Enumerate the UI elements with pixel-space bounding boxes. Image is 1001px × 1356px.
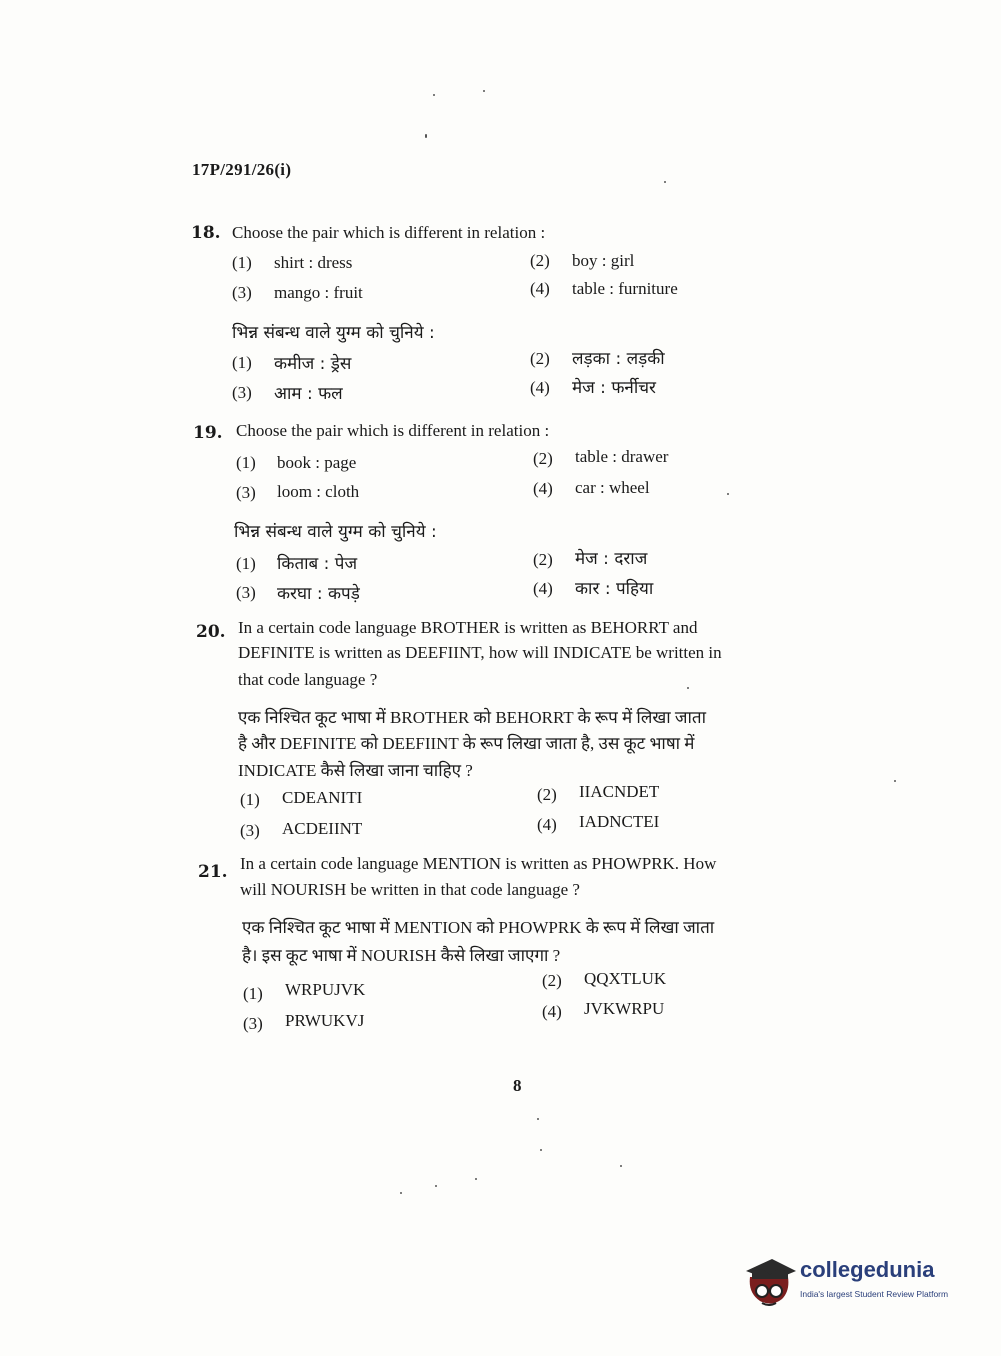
question-number-19: 19. bbox=[193, 423, 223, 443]
q21-option-2-number: (2) bbox=[542, 971, 562, 990]
scan-speck bbox=[727, 493, 729, 495]
q21-option-4-number: (4) bbox=[542, 1002, 562, 1021]
scan-speck bbox=[664, 181, 666, 183]
q20-option-3-number: (3) bbox=[240, 821, 260, 840]
scan-speck bbox=[687, 687, 689, 689]
q21-option-3-text: PRWUKVJ bbox=[285, 1011, 365, 1030]
q19-hindi-option-4-text: कार : पहिया bbox=[575, 579, 654, 599]
scan-speck bbox=[435, 1185, 437, 1187]
q18-hindi-option-3-number: (3) bbox=[232, 383, 252, 402]
question-19-english: Choose the pair which is different in relation : bbox=[236, 421, 550, 440]
brand-name: collegedunia bbox=[800, 1257, 935, 1282]
q18-option-1-text: shirt : dress bbox=[274, 253, 353, 272]
q18-hindi-option-4-text: मेज : फर्नीचर bbox=[572, 378, 657, 398]
question-number-21: 21. bbox=[198, 862, 228, 882]
q19-hindi-option-4-number: (4) bbox=[533, 579, 553, 598]
scan-speck bbox=[400, 1192, 402, 1194]
page-number: 8 bbox=[513, 1076, 522, 1095]
scan-speck bbox=[894, 780, 896, 782]
q20-option-1-number: (1) bbox=[240, 790, 260, 809]
question-20-hindi-line-3: INDICATE कैसे लिखा जाना चाहिए ? bbox=[238, 761, 473, 780]
scan-speck bbox=[620, 1165, 622, 1167]
q18-option-4-text: table : furniture bbox=[572, 279, 678, 298]
q19-hindi-option-3-number: (3) bbox=[236, 583, 256, 602]
question-18-hindi: भिन्न संबन्ध वाले युग्म को चुनिये : bbox=[232, 323, 435, 343]
scan-speck bbox=[537, 1118, 539, 1120]
q20-option-4-text: IADNCTEI bbox=[579, 812, 660, 831]
q20-option-3-text: ACDEIINT bbox=[282, 819, 363, 838]
collegedunia-logo bbox=[742, 1253, 972, 1313]
question-21-hindi-line-1: एक निश्चित कूट भाषा में MENTION को PHOWPRK के रूप में लिखा जाता bbox=[242, 918, 715, 937]
question-20-hindi-line-2: है और DEFINITE को DEEFIINT के रूप लिखा जाता है, उस कूट भाषा में bbox=[238, 734, 695, 753]
q18-option-3-text: mango : fruit bbox=[274, 283, 363, 302]
q19-option-1-number: (1) bbox=[236, 453, 256, 472]
question-18-english: Choose the pair which is different in relation : bbox=[232, 223, 546, 242]
question-21-english-line-2: will NOURISH be written in that code language ? bbox=[240, 880, 580, 899]
q21-option-1-text: WRPUJVK bbox=[285, 980, 366, 999]
scan-speck bbox=[540, 1149, 542, 1151]
question-20-english-line-1: In a certain code language BROTHER is written as BEHORRT and bbox=[238, 618, 698, 637]
q19-option-4-number: (4) bbox=[533, 479, 553, 498]
q19-hindi-option-1-text: किताब : पेज bbox=[277, 554, 358, 574]
question-20-hindi-line-1: एक निश्चित कूट भाषा में BROTHER को BEHORRT के रूप में लिखा जाता bbox=[238, 708, 707, 727]
q18-hindi-option-2-text: लड़का : लड़की bbox=[572, 349, 665, 369]
q21-option-2-text: QQXTLUK bbox=[584, 969, 667, 988]
q19-option-4-text: car : wheel bbox=[575, 478, 650, 497]
q21-option-4-text: JVKWRPU bbox=[584, 999, 665, 1018]
question-21-hindi-line-2: है। इस कूट भाषा में NOURISH कैसे लिखा जाएगा ? bbox=[242, 946, 561, 965]
q21-option-3-number: (3) bbox=[243, 1014, 263, 1033]
q20-option-2-text: IIACNDET bbox=[579, 782, 660, 801]
question-number-18: 18. bbox=[191, 223, 221, 243]
q19-option-3-number: (3) bbox=[236, 483, 256, 502]
q18-hindi-option-3-text: आम : फल bbox=[274, 384, 343, 404]
scan-speck bbox=[425, 134, 427, 138]
q20-option-4-number: (4) bbox=[537, 815, 557, 834]
scan-speck bbox=[483, 90, 485, 92]
q19-option-2-number: (2) bbox=[533, 449, 553, 468]
question-number-20: 20. bbox=[196, 622, 226, 642]
q18-option-2-text: boy : girl bbox=[572, 251, 635, 270]
q18-hindi-option-4-number: (4) bbox=[530, 378, 550, 397]
q21-option-1-number: (1) bbox=[243, 984, 263, 1003]
q19-option-2-text: table : drawer bbox=[575, 447, 669, 466]
q19-hindi-option-1-number: (1) bbox=[236, 554, 256, 573]
scan-speck bbox=[475, 1178, 477, 1180]
q19-hindi-option-2-text: मेज : दराज bbox=[575, 549, 648, 569]
q18-hindi-option-2-number: (2) bbox=[530, 349, 550, 368]
q19-hindi-option-3-text: करघा : कपड़े bbox=[277, 584, 360, 604]
q18-option-3-number: (3) bbox=[232, 283, 252, 302]
scan-speck bbox=[433, 94, 435, 96]
q20-option-1-text: CDEANITI bbox=[282, 788, 363, 807]
question-19-hindi: भिन्न संबन्ध वाले युग्म को चुनिये : bbox=[234, 522, 437, 542]
q18-option-4-number: (4) bbox=[530, 279, 550, 298]
q18-option-1-number: (1) bbox=[232, 253, 252, 272]
q20-option-2-number: (2) bbox=[537, 785, 557, 804]
q18-hindi-option-1-number: (1) bbox=[232, 353, 252, 372]
paper-code: 17P/291/26(i) bbox=[192, 160, 292, 179]
question-20-english-line-3: that code language ? bbox=[238, 670, 378, 689]
question-21-english-line-1: In a certain code language MENTION is written as PHOWPRK. How bbox=[240, 854, 717, 873]
q19-hindi-option-2-number: (2) bbox=[533, 550, 553, 569]
q19-option-1-text: book : page bbox=[277, 453, 357, 472]
brand-tagline: India's largest Student Review Platform bbox=[800, 1289, 949, 1299]
mascot-icon bbox=[742, 1253, 798, 1313]
question-20-english-line-2: DEFINITE is written as DEEFIINT, how will INDICATE be written in bbox=[238, 643, 722, 662]
q19-option-3-text: loom : cloth bbox=[277, 482, 360, 501]
q18-hindi-option-1-text: कमीज : ड्रेस bbox=[274, 354, 352, 374]
q18-option-2-number: (2) bbox=[530, 251, 550, 270]
